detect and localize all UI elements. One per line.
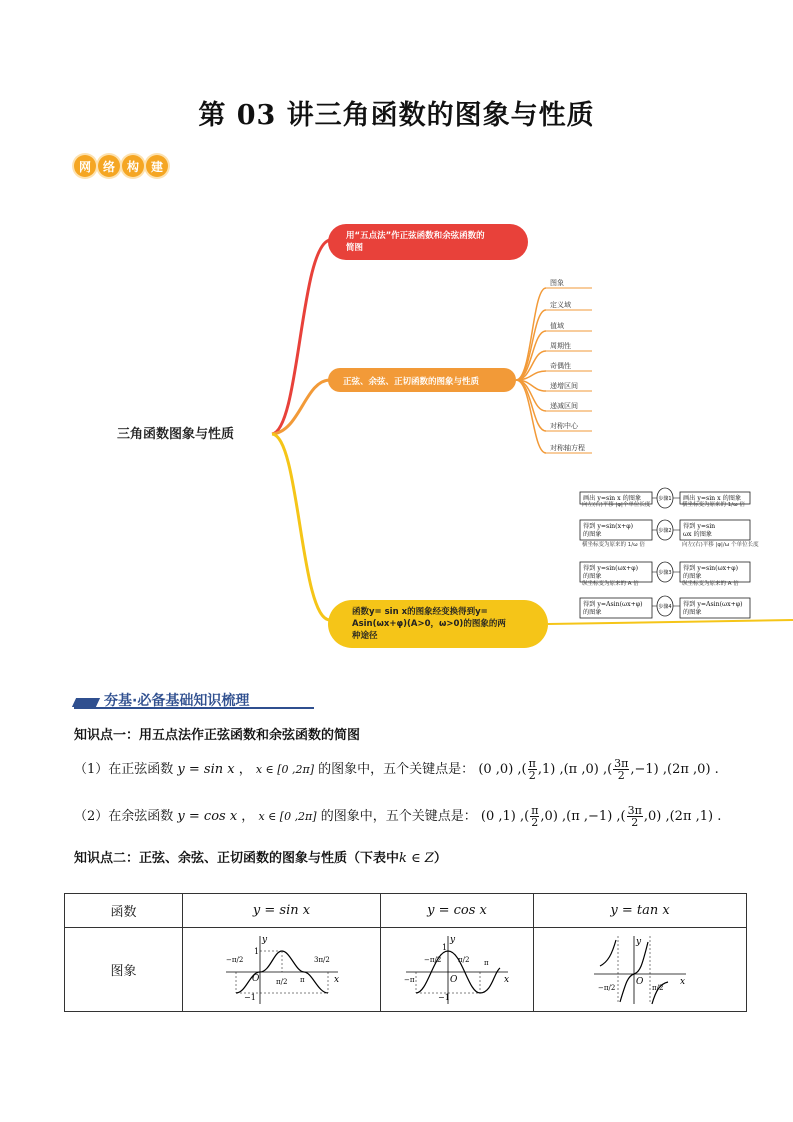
axis-label: y bbox=[636, 936, 642, 947]
flow-left-box-text: 的图象 bbox=[583, 573, 602, 580]
text: ,1) ,(π ,0) ,( bbox=[537, 762, 613, 777]
tick-label: π/2 bbox=[652, 983, 664, 992]
denominator: 2 bbox=[631, 816, 639, 829]
table-row bbox=[65, 928, 747, 1012]
flow-right-box-text: 的图象 bbox=[683, 573, 702, 580]
table-header: y = tan x bbox=[534, 894, 747, 928]
cos-graph bbox=[402, 932, 512, 1008]
tick-label: −1 bbox=[243, 992, 256, 1002]
branch2-item: 对称轴方程 bbox=[550, 444, 585, 452]
connector-branch1 bbox=[272, 240, 330, 434]
flow-right-box-text: 的图象 bbox=[683, 609, 702, 616]
text: （2）在余弦函数 bbox=[74, 809, 174, 824]
flow-left-op: 向左(右)平移 |φ|个单位长度 bbox=[582, 502, 651, 508]
axis-label: y bbox=[261, 934, 267, 945]
branch2-item: 对称中心 bbox=[550, 422, 578, 430]
tick-label: −π/2 bbox=[598, 983, 616, 992]
axis-label: x bbox=[680, 976, 686, 987]
flow-left-box-text: 得到 y=sin(x+φ) bbox=[583, 523, 633, 530]
flow-step-label: 步骤1 bbox=[658, 496, 672, 502]
flow-left-box-text: 得到 y=sin(ωx+φ) bbox=[583, 565, 639, 572]
text: 的图象中，五个关键点是： bbox=[318, 762, 475, 777]
flow-left-op: 横坐标变为原来的 1/ω 倍 bbox=[582, 542, 645, 548]
branch2-item: 周期性 bbox=[550, 342, 571, 350]
item-connector bbox=[516, 380, 546, 431]
flow-right-box-text: 得到 y=sin bbox=[683, 523, 716, 530]
table-header: 函数 bbox=[65, 894, 183, 928]
tick-label: 1 bbox=[442, 942, 448, 952]
badge-char: 构 bbox=[122, 155, 144, 177]
table-header: y = sin x bbox=[183, 894, 381, 928]
tick-label: π/2 bbox=[458, 955, 470, 964]
section-bar-icon bbox=[72, 698, 100, 707]
kp1-item2: （2）在余弦函数 y = cos x ， x ∈ [0 ,2π] 的图象中，五个关键点是： (0 ,1) ,( $\frac{\pi}{2}$ ,0) ,(π ,−1) ,( $\frac{3\pi}{2}$ ,0) ,(2π ,1) . bbox=[74, 804, 722, 829]
kp1-item1: （1）在正弦函数 y = sin x ， x ∈ [0 ,2π] 的图象中，五个关键点是： (0 ,0) ,( $\frac{\pi}{2}$ ,1) ,(π ,0) ,( $\frac{3\pi}{2}$ ,−1) ,(2π ,0) . bbox=[74, 757, 719, 782]
flow-right-box-text: ωx 的图象 bbox=[683, 531, 713, 538]
sin-graph bbox=[222, 932, 342, 1008]
text: （1）在正弦函数 bbox=[74, 762, 174, 777]
branch1-text: 简图 bbox=[346, 243, 364, 253]
tan-graph bbox=[590, 932, 690, 1008]
knowledge-point-1-title: 知识点一：用五点法作正弦函数和余弦函数的简图 bbox=[74, 728, 361, 743]
text: ,−1) ,(2π ,0) . bbox=[630, 762, 719, 777]
formula: k ∈ Z bbox=[399, 851, 434, 866]
numerator: π bbox=[531, 804, 539, 817]
denominator: 2 bbox=[531, 816, 539, 829]
properties-table bbox=[64, 893, 747, 1012]
formula: x ∈ [0 ,2π] bbox=[255, 763, 315, 776]
section-badge bbox=[74, 155, 168, 181]
badge-char: 络 bbox=[98, 155, 120, 177]
branch3-text: 函数y= sin x的图象经变换得到y= bbox=[352, 607, 488, 617]
numerator: π bbox=[528, 757, 536, 770]
badge-char: 建 bbox=[146, 155, 168, 177]
formula: y = sin x bbox=[177, 762, 235, 777]
origin-label: O bbox=[450, 974, 458, 985]
branch3-text: 种途径 bbox=[352, 631, 378, 641]
section-label: 夯基·必备基础知识梳理 bbox=[104, 693, 250, 709]
flow-step-label: 步骤2 bbox=[658, 528, 672, 534]
cos-graph-cell bbox=[381, 928, 534, 1012]
origin-label: O bbox=[251, 973, 259, 984]
flow-right-box-text: 得到 y=Asin(ωx+φ) bbox=[683, 601, 743, 608]
tick-label: −π/2 bbox=[424, 955, 442, 964]
text: ,0) ,(2π ,1) . bbox=[643, 809, 722, 824]
transform-flow-diagram bbox=[580, 488, 759, 618]
formula: y = cos x bbox=[177, 809, 238, 824]
tick-label: −1 bbox=[438, 992, 450, 1002]
tick-label: 3π/2 bbox=[313, 955, 330, 964]
denominator: 2 bbox=[528, 769, 536, 782]
branch2-item: 定义域 bbox=[550, 301, 571, 309]
flow-step-label: 步骤3 bbox=[658, 570, 672, 576]
branch2-item: 值域 bbox=[550, 322, 564, 330]
mindmap-root: 三角函数图象与性质 bbox=[117, 427, 235, 442]
sin-graph-cell bbox=[183, 928, 381, 1012]
formula: x ∈ [0 ,2π] bbox=[258, 810, 317, 823]
flow-right-box-text: 画出 y=sin x 的图象 bbox=[683, 495, 742, 502]
numerator: 3π bbox=[627, 804, 642, 817]
text: 的图象中，五个关键点是： bbox=[320, 809, 477, 824]
branch3-text: Asin(ωx+φ)(A>0，ω>0)的图象的两 bbox=[352, 619, 506, 629]
axis-label: x bbox=[504, 974, 510, 985]
branch2-item: 递减区间 bbox=[550, 402, 578, 410]
numerator: 3π bbox=[614, 757, 629, 770]
mind-map bbox=[0, 200, 793, 670]
text: (0 ,1) ,( bbox=[480, 809, 530, 824]
table-row-label: 图象 bbox=[65, 928, 183, 1012]
fraction bbox=[613, 758, 629, 781]
tick-label: 1 bbox=[253, 946, 259, 956]
item-connector bbox=[516, 310, 546, 380]
flow-right-op: 纵坐标变为原来的 A 倍 bbox=[682, 581, 739, 587]
flow-left-box-text: 的图象 bbox=[583, 609, 602, 616]
text: (0 ,0) ,( bbox=[478, 762, 527, 777]
branch2-item: 图象 bbox=[550, 279, 564, 287]
axis-label: y bbox=[450, 934, 456, 945]
flow-right-box-text: 得到 y=sin(ωx+φ) bbox=[683, 565, 739, 572]
origin-label: O bbox=[636, 976, 644, 987]
badge-char: 网 bbox=[74, 155, 96, 177]
fraction bbox=[627, 805, 643, 828]
text: ） bbox=[433, 851, 447, 866]
tick-label: −π/2 bbox=[225, 955, 243, 964]
branch2-text: 正弦、余弦、正切函数的图象与性质 bbox=[343, 377, 480, 387]
text: 知识点二：正弦、余弦、正切函数的图象与性质（下表中 bbox=[74, 851, 400, 866]
branch1-text: 用“五点法”作正弦函数和余弦函数的 bbox=[346, 231, 485, 241]
table-header: y = cos x bbox=[381, 894, 534, 928]
connector-branch3 bbox=[272, 434, 330, 620]
section-header bbox=[74, 690, 314, 712]
flow-left-op: 纵坐标变为原来的 A 倍 bbox=[582, 581, 639, 587]
flow-left-box-text: 的图象 bbox=[583, 531, 602, 538]
tick-label: −π bbox=[404, 975, 415, 984]
tick-label: π bbox=[484, 958, 489, 967]
table-row bbox=[65, 894, 747, 928]
tan-curve bbox=[600, 940, 616, 966]
knowledge-point-2-title bbox=[74, 847, 447, 866]
branch2-item: 递增区间 bbox=[550, 382, 578, 390]
flow-left-box-text: 得到 y=Asin(ωx+φ) bbox=[583, 601, 643, 608]
branch1-node bbox=[328, 224, 528, 260]
tick-label: π/2 bbox=[275, 977, 287, 986]
fraction bbox=[530, 805, 539, 828]
flow-right-op: 向左(右)平移 |φ|/ω 个单位长度 bbox=[682, 542, 759, 548]
denominator: 2 bbox=[617, 769, 625, 782]
tick-label: π bbox=[299, 975, 305, 984]
flow-left-box-text: 画出 y=sin x 的图象 bbox=[583, 495, 642, 502]
branch2-item: 奇偶性 bbox=[550, 362, 571, 370]
flow-step-label: 步骤4 bbox=[658, 604, 672, 610]
page-title: 第 03 讲三角函数的图象与性质 bbox=[198, 100, 595, 131]
fraction bbox=[528, 758, 537, 781]
text: ,0) ,(π ,−1) ,( bbox=[540, 809, 626, 824]
axis-label: x bbox=[333, 974, 339, 985]
tan-graph-cell bbox=[534, 928, 747, 1012]
branch2-items bbox=[516, 278, 592, 453]
flow-right-op: 横坐标变为原来的 1/ω 倍 bbox=[682, 502, 745, 508]
branch3-underline bbox=[548, 620, 793, 624]
